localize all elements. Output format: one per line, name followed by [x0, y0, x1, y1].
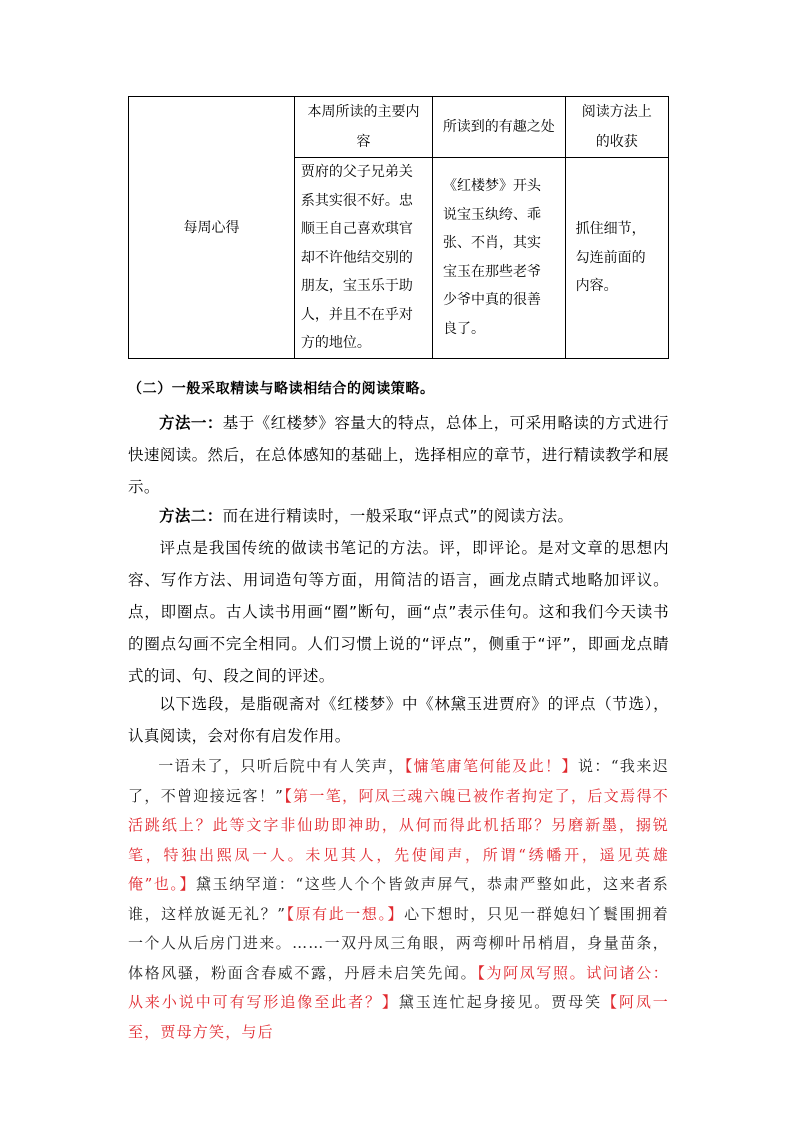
commentary-1: 【慵笔庸笔何能及此！】: [404, 757, 578, 775]
excerpt-text-5: 黛玉连忙起身接见。贾母笑: [398, 993, 603, 1011]
excerpt-text-2: 说：“我来迟了，不曾迎接远客！”: [128, 757, 669, 805]
commentary-3: 【原有此一想。】: [286, 904, 405, 923]
excerpt-text-1: 一语未了，只听后院中有人笑声，: [158, 757, 405, 775]
cell-method-gains: 抓住细节，勾连前面的内容。: [565, 158, 668, 359]
excerpt-intro-text: 以下选段，是脂砚斋对《红楼梦》中《林黛玉进贾府》的评点（节选），认真阅读，会对你有启发作用。: [128, 695, 669, 745]
cell-main-content: 贾府的父子兄弟关系其实很不好。忠顺王自己喜欢琪官却不许他结交别的朋友，宝玉乐于助人，并且不在乎对方的地位。: [294, 158, 432, 359]
method-one-label: 方法一：: [159, 414, 223, 432]
section-heading: （二）一般采取精读与略读相结合的阅读策略。: [128, 381, 435, 397]
header-main-content: 本周所读的主要内容: [294, 97, 432, 158]
commentary-5: 【阿凤一至，贾母方笑，与后: [128, 993, 670, 1041]
excerpt-intro-paragraph: [128, 688, 669, 752]
header-interesting-points: 所读到的有趣之处: [433, 97, 566, 158]
commentary-2: 【第一笔，阿凤三魂六魄已被作者拘定了，后文焉得不活跳纸上？此等文字非仙助即神助，从何而得此机括耶？另磨新墨，搦锐笔，特独出熙凤一人。未见其人，先使闻声，所谓“绣幡开，遥见英雄俺”也。】: [128, 786, 669, 893]
method-two-label: 方法二：: [159, 507, 223, 525]
commentary-explanation-paragraph: [128, 532, 669, 692]
method-one-text: 基于《红楼梦》容量大的特点，总体上，可采用略读的方式进行快速阅读。然后，在总体感知的基础上，选择相应的章节，进行精读教学和展示。: [128, 414, 670, 496]
method-two-text: 而在进行精读时，一般采取“评点式”的阅读方法。: [222, 507, 574, 525]
cell-interesting-points: 《红楼梦》开头说宝玉纨绔、乖张、不肖，其实宝玉在那些老爷少爷中真的很善良了。: [433, 158, 566, 359]
weekly-reflection-table: [128, 96, 669, 359]
commentary-explanation-text: 评点是我国传统的做读书笔记的方法。评，即评论。是对文章的思想内容、写作方法、用词造句等方面，用简洁的语言，画龙点睛式地略加评议。点，即圈点。古人读书用画“圈”断句，画“点”表示佳句。这和我们今天读书的圈点勾画不完全相同。人们习惯上说的“评点”，侧重于“评”，即画龙点睛式的词、句、段之间的评述。: [128, 539, 669, 685]
header-method-gains: 阅读方法上的收获: [565, 97, 668, 158]
annotated-excerpt: [128, 752, 669, 1047]
excerpt-text-4: 心下想时，只见一群媳妇丫鬟围拥着一个人从后房门进来。……一双丹凤三角眼，两弯柳叶吊梢眉，身量苗条，体格风骚，粉面含春威不露，丹唇未启笑先闻。: [128, 904, 670, 982]
method-two-paragraph: [128, 500, 669, 532]
excerpt-text-3: 黛玉纳罕道：“这些人个个皆敛声屏气，恭肃严整如此，这来者系谁，这样放诞无礼？”: [128, 875, 669, 923]
row-label-weekly-reflection: 每周心得: [129, 97, 295, 359]
commentary-4: 【为阿凤写照。试问诸公：从来小说中可有写形追像至此者？】: [128, 963, 670, 1011]
method-one-paragraph: [128, 407, 669, 503]
table-header-row: [129, 97, 669, 158]
